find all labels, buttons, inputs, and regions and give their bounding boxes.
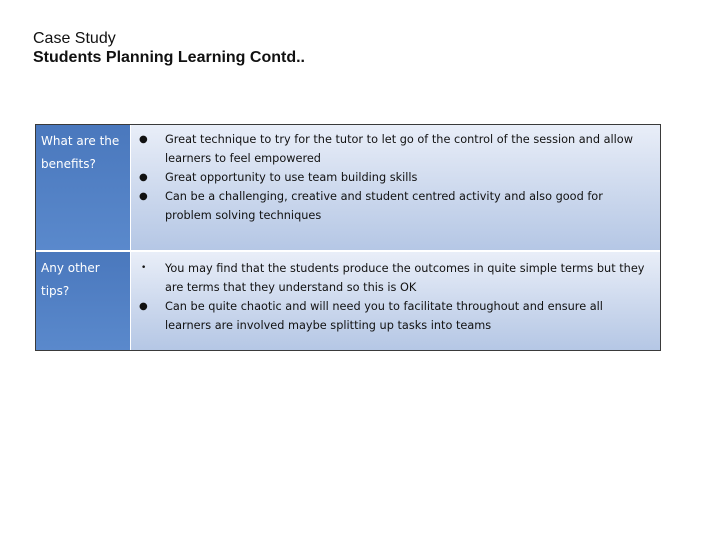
slide-subtitle: Students Planning Learning Contd..	[33, 49, 305, 66]
list-item	[137, 259, 652, 297]
case-study-table	[35, 124, 661, 351]
table-row-tips	[36, 252, 660, 350]
bullet-icon: •	[141, 263, 147, 273]
bullet-icon: ●	[139, 172, 148, 183]
list-item-text: Can be a challenging, creative and student centred activity and also good for problem solving techniques	[165, 190, 603, 222]
row-label-benefits: What are the benefits?	[36, 125, 131, 250]
bullet-icon: ●	[139, 134, 148, 145]
slide-title: Case Study	[33, 30, 116, 47]
row-content-benefits	[131, 125, 660, 250]
list-item-text: Great opportunity to use team building skills	[165, 171, 418, 184]
row-label-tips: Any other tips?	[36, 252, 131, 350]
list-item-text: You may find that the students produce the outcomes in quite simple terms but they are terms that they understand so this is OK	[165, 262, 645, 294]
list-item-text: Can be quite chaotic and will need you to facilitate throughout and ensure all learners are involved maybe splitting up tasks into teams	[165, 300, 603, 332]
benefits-list	[137, 130, 652, 225]
list-item	[137, 130, 652, 168]
slide-header	[33, 29, 305, 68]
bullet-icon: ●	[139, 301, 148, 312]
table-row-benefits	[36, 125, 660, 252]
tips-list	[137, 259, 652, 335]
bullet-icon: ●	[139, 191, 148, 202]
list-item-text: Great technique to try for the tutor to let go of the control of the session and allow learners to feel empowered	[165, 133, 633, 165]
list-item	[137, 187, 652, 225]
list-item	[137, 168, 652, 187]
list-item	[137, 297, 652, 335]
row-content-tips	[131, 252, 660, 350]
